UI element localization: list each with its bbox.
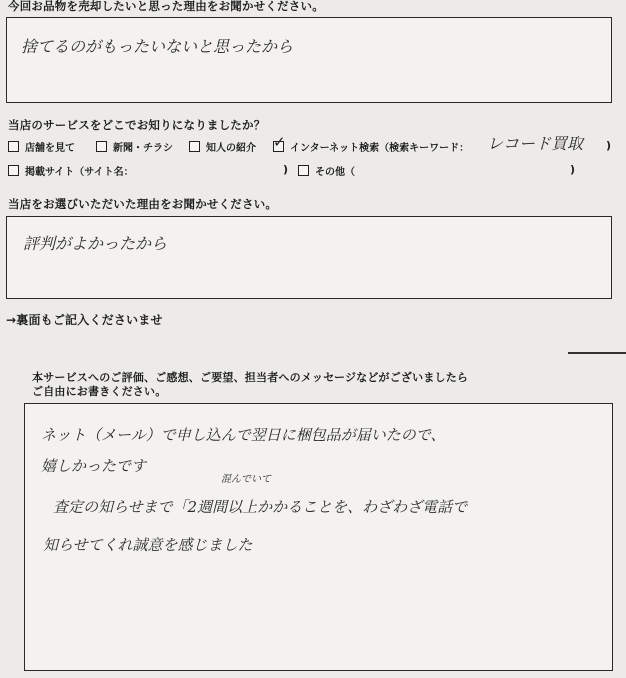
checkbox-listing-site[interactable] xyxy=(8,165,19,176)
option-internet-search[interactable] xyxy=(273,133,470,154)
checkbox-other[interactable] xyxy=(298,165,309,176)
option-newspaper[interactable] xyxy=(96,139,173,154)
option-listing-site-label: 掲載サイト（サイト名： xyxy=(25,167,134,178)
option-store-label: 店舗を見て xyxy=(25,143,75,154)
option-listing-site[interactable] xyxy=(8,163,134,178)
checkbox-internet-search[interactable] xyxy=(273,133,286,152)
handwritten-search-keyword: レコード買取 xyxy=(487,134,584,153)
answer-box-sell-reason[interactable] xyxy=(6,17,612,103)
close-paren-other: ) xyxy=(570,163,576,176)
handwritten-feedback-insertion: 混んでいて xyxy=(221,474,271,485)
close-paren-site: ) xyxy=(283,163,289,176)
checkmark-icon: ✓ xyxy=(273,133,286,151)
question-feedback-line1: 本サービスへのご評価、ご感想、ご要望、担当者へのメッセージなどがございましたら xyxy=(32,371,469,384)
question-sell-reason: 今回お品物を売却したいと思った理由をお聞かせください。 xyxy=(8,0,324,13)
checkbox-store[interactable] xyxy=(8,141,19,152)
question-how-known: 当店のサービスをどこでお知りになりましたか？ xyxy=(8,118,266,132)
checkbox-newspaper[interactable] xyxy=(96,141,107,152)
option-referral-label: 知人の紹介 xyxy=(206,143,256,154)
question-choose-reason: 当店をお選びいただいた理由をお聞かせください。 xyxy=(8,197,278,211)
checkbox-referral[interactable] xyxy=(189,141,200,152)
option-other[interactable] xyxy=(298,163,355,178)
option-newspaper-label: 新聞・チラシ xyxy=(113,143,173,154)
handwritten-answer-choose-reason: 評判がよかったから xyxy=(23,234,168,253)
option-store[interactable] xyxy=(8,139,75,154)
handwritten-feedback-line2: 嬉しかったです xyxy=(41,457,147,475)
option-internet-search-label: インターネット検索（検索キーワード： xyxy=(290,143,470,154)
handwritten-answer-sell-reason: 捨てるのがもったいないと思ったから xyxy=(21,37,294,56)
option-other-label: その他（ xyxy=(315,167,355,178)
divider-line xyxy=(568,352,626,354)
handwritten-feedback-line1: ネット（メール）で申し込んで翌日に梱包品が届いたので、 xyxy=(41,426,446,444)
option-referral[interactable] xyxy=(189,139,256,154)
handwritten-feedback-line3: 査定の知らせまで「2週間以上かかることを、わざわざ電話で xyxy=(53,498,468,516)
answer-box-feedback[interactable] xyxy=(24,403,613,671)
handwritten-feedback-line4: 知らせてくれ誠意を感じました xyxy=(43,536,253,554)
question-feedback-line2: ご自由にお書きください。 xyxy=(32,385,167,398)
back-side-note: →裏面もご記入くださいませ xyxy=(6,313,163,327)
answer-box-choose-reason[interactable] xyxy=(6,216,612,299)
close-paren-keyword: ) xyxy=(606,139,612,152)
